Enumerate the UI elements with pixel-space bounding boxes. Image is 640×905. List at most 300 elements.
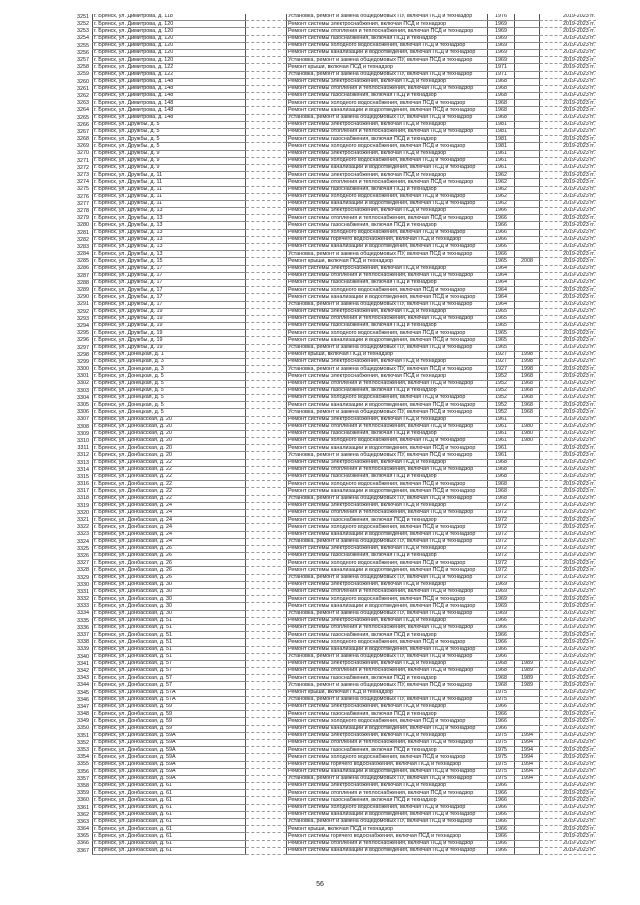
build-year-cell: 1927: [488, 366, 515, 373]
blank-cell: [246, 668, 287, 675]
work-type-cell: Установка, ремонт и замена общедомовых ПУ, включая ПСД и техназдор: [287, 14, 488, 21]
row-number-cell: 3301: [77, 373, 89, 380]
table-row: [68, 840, 596, 847]
blank-cell: [246, 560, 287, 567]
table-row: [68, 129, 596, 136]
blank-cell: [246, 136, 287, 143]
blank-cell: [246, 121, 287, 128]
planned-period-cell: 2019-2023 гг.: [540, 114, 597, 121]
build-year-cell: 1972: [488, 531, 515, 538]
last-repair-cell: [515, 416, 540, 423]
planned-period-cell: 2019-2023 гг.: [540, 560, 597, 567]
last-repair-cell: [515, 639, 540, 646]
row-number-cell: 3309: [77, 430, 89, 437]
table-row: [68, 553, 596, 560]
blank-cell: [246, 14, 287, 21]
address-cell: г. Брянск, ул. Дружбы, д. 9: [93, 150, 246, 157]
row-number-cell: 3278: [77, 207, 89, 214]
last-repair-cell: 1989: [515, 675, 540, 682]
address-cell: г. Брянск, ул. Донбасская, д. 59А: [93, 739, 246, 746]
last-repair-cell: [515, 596, 540, 603]
planned-period-cell: 2019-2023 гг.: [540, 553, 597, 560]
last-repair-cell: [515, 208, 540, 215]
build-year-cell: 1966: [488, 804, 515, 811]
blank-cell: [246, 445, 287, 452]
planned-period-cell: 2019-2023 гг.: [540, 660, 597, 667]
address-cell: г. Брянск, ул. Донбасская, д. 57: [93, 682, 246, 689]
build-year-cell: 1968: [488, 100, 515, 107]
table-row: [68, 790, 596, 797]
table-row: [68, 78, 596, 85]
blank-cell: [246, 236, 287, 243]
table-row: [68, 531, 596, 538]
build-year-cell: 1961: [488, 157, 515, 164]
work-type-cell: Установка, ремонт и замена общедомовых ПУ, включая ПСД и технадзор: [287, 610, 488, 617]
work-type-cell: Ремонт системы электроснабжения, включая ПСД и технадзор: [287, 359, 488, 366]
table-row: [68, 93, 596, 100]
blank-cell: [246, 531, 287, 538]
work-type-cell: Ремонт системы канализации и водоотведения, включая ПСД и технадзор: [287, 603, 488, 610]
table-row: [68, 502, 596, 509]
last-repair-cell: [515, 696, 540, 703]
last-repair-cell: [515, 57, 540, 64]
table-row: [68, 301, 596, 308]
last-repair-cell: 1968: [515, 380, 540, 387]
blank-cell: [246, 624, 287, 631]
work-type-cell: Установка, ремонт и замена общедомовых ПУ, включая ПСД и технадзор: [287, 653, 488, 660]
work-type-cell: Ремонт системы отопления и теплоснабжения, включая ПСД и технадзор: [287, 624, 488, 631]
work-type-cell: Установка, ремонт и замена общедомовых ПУ, включая ПСД и технадзор: [287, 409, 488, 416]
row-number-cell: 3353: [77, 747, 89, 754]
work-type-cell: Ремонт системы холодного водоснабжения, включая ПСД и технадзор: [287, 42, 488, 49]
work-type-cell: Ремонт системы электроснабжения, включая ПСД и технадзор: [287, 265, 488, 272]
address-cell: г. Брянск, ул. Донбасская, д. 61: [93, 819, 246, 826]
last-repair-cell: [515, 215, 540, 222]
last-repair-cell: 1980: [515, 430, 540, 437]
planned-period-cell: 2019-2023 гг.: [540, 64, 597, 71]
address-cell: г. Брянск, ул. Донецкая, д. 5: [93, 373, 246, 380]
planned-period-cell: 2019-2023 гг.: [540, 14, 597, 21]
address-cell: г. Брянск, ул. Дружбы, д. 17: [93, 287, 246, 294]
planned-period-cell: 2019-2023 гг.: [540, 574, 597, 581]
blank-cell: [246, 100, 287, 107]
row-number-cell: 3295: [77, 330, 89, 337]
address-cell: г. Брянск, ул. Донбасская, д. 59: [93, 704, 246, 711]
row-number-cell: 3365: [77, 833, 89, 840]
planned-period-cell: 2019-2023 гг.: [540, 366, 597, 373]
blank-cell: [246, 847, 287, 854]
table-row: [68, 150, 596, 157]
work-type-cell: Ремонт системы канализации и водоотведения, включая ПСД и технадзор: [287, 337, 488, 344]
planned-period-cell: 2019-2023 гг.: [540, 409, 597, 416]
planned-period-cell: 2019-2023 гг.: [540, 696, 597, 703]
blank-cell: [246, 502, 287, 509]
last-repair-cell: [515, 574, 540, 581]
last-repair-cell: [515, 244, 540, 251]
work-type-cell: Ремонт системы газоснабжения, включая ПСД и технадзор: [287, 675, 488, 682]
table-row: [68, 107, 596, 114]
blank-cell: [246, 509, 287, 516]
table-row: [68, 157, 596, 164]
row-number-cell: 3271: [77, 157, 89, 164]
row-number-cell: 3366: [77, 840, 89, 847]
last-repair-cell: [515, 531, 540, 538]
address-cell: г. Брянск, ул. Донбасская, д. 26: [93, 553, 246, 560]
build-year-cell: 1966: [488, 704, 515, 711]
work-type-cell: Ремонт системы отопления и теплоснабжения, включая ПСД и технадзор: [287, 423, 488, 430]
last-repair-cell: [515, 71, 540, 78]
build-year-cell: 1962: [488, 200, 515, 207]
planned-period-cell: 2019-2023 гг.: [540, 136, 597, 143]
build-year-cell: 1968: [488, 107, 515, 114]
planned-period-cell: 2019-2023 гг.: [540, 819, 597, 826]
planned-period-cell: 2019-2023 гг.: [540, 481, 597, 488]
blank-cell: [246, 164, 287, 171]
row-number-cell: 3284: [77, 251, 89, 258]
row-number-cell: 3329: [77, 574, 89, 581]
last-repair-cell: [515, 624, 540, 631]
build-year-cell: 1981: [488, 129, 515, 136]
row-number-cell: 3349: [77, 718, 89, 725]
address-cell: г. Брянск, ул. Донбасская, д. 51: [93, 646, 246, 653]
work-type-cell: Ремонт системы холодного водоснабжения, включая ПСД и технадзор: [287, 718, 488, 725]
build-year-cell: 1975: [488, 761, 515, 768]
work-type-cell: Ремонт системы холодного водоснабжения, включая ПСД и технадзор: [287, 639, 488, 646]
row-number-cell: 3302: [77, 380, 89, 387]
last-repair-cell: [515, 222, 540, 229]
last-repair-cell: 1989: [515, 668, 540, 675]
planned-period-cell: 2019-2023 гг.: [540, 610, 597, 617]
work-type-cell: Ремонт системы отопления и теплоснабжения, включая ПСД и технадзор: [287, 840, 488, 847]
blank-cell: [246, 229, 287, 236]
planned-period-cell: 2019-2023 гг.: [540, 179, 597, 186]
row-number-cell: 3297: [77, 344, 89, 351]
planned-period-cell: 2019-2023 гг.: [540, 107, 597, 114]
build-year-cell: 1966: [488, 797, 515, 804]
blank-cell: [246, 373, 287, 380]
blank-cell: [246, 790, 287, 797]
table-row: [68, 438, 596, 445]
build-year-cell: 1966: [488, 646, 515, 653]
row-number-cell: 3362: [77, 811, 89, 818]
address-cell: г. Брянск, ул. Димитрова, д. 118: [93, 14, 246, 21]
blank-cell: [246, 452, 287, 459]
address-cell: г. Брянск, ул. Дружбы, д. 17: [93, 294, 246, 301]
work-type-cell: Установка, ремонт и замена общедомовых ПУ, включая ПСД и технадзор: [287, 495, 488, 502]
address-cell: г. Брянск, ул. Димитрова, д. 148: [93, 93, 246, 100]
table-row: [68, 560, 596, 567]
address-cell: г. Брянск, ул. Донбасская, д. 61: [93, 797, 246, 804]
last-repair-cell: 1994: [515, 739, 540, 746]
row-number-cell: 3333: [77, 603, 89, 610]
planned-period-cell: 2019-2023 гг.: [540, 474, 597, 481]
row-number-cell: 3267: [77, 128, 89, 135]
last-repair-cell: [515, 725, 540, 732]
last-repair-cell: [515, 323, 540, 330]
planned-period-cell: 2019-2023 гг.: [540, 279, 597, 286]
row-number-cell: 3300: [77, 366, 89, 373]
address-cell: г. Брянск, ул. Димитрова, д. 148: [93, 114, 246, 121]
blank-cell: [246, 21, 287, 28]
last-repair-cell: [515, 502, 540, 509]
planned-period-cell: 2019-2023 гг.: [540, 725, 597, 732]
build-year-cell: 1952: [488, 373, 515, 380]
last-repair-cell: [515, 538, 540, 545]
last-repair-cell: [515, 294, 540, 301]
work-type-cell: Ремонт системы газоснабжения, включая ПСД и технадзор: [287, 797, 488, 804]
planned-period-cell: 2019-2023 гг.: [540, 459, 597, 466]
work-type-cell: Ремонт системы канализации и водоотведения, включая ПСД и технадзор: [287, 567, 488, 574]
address-cell: г. Брянск, ул. Донбасская, д. 59: [93, 725, 246, 732]
work-type-cell: Ремонт крыши, включая ПСД и технадзор: [287, 351, 488, 358]
work-type-cell: Ремонт системы канализации и водоотведения, включая ПСД и технадзор: [287, 244, 488, 251]
table-row: [68, 28, 596, 35]
planned-period-cell: 2019-2023 гг.: [540, 21, 597, 28]
blank-cell: [246, 646, 287, 653]
work-type-cell: Ремонт системы газоснабжения, включая ПСД и технадзор: [287, 711, 488, 718]
blank-cell: [246, 574, 287, 581]
build-year-cell: 1961: [488, 445, 515, 452]
build-year-cell: 1966: [488, 725, 515, 732]
row-number-cell: 3352: [77, 739, 89, 746]
work-type-cell: Ремонт системы отопления и теплоснабжения, включая ПСД и технадзор: [287, 215, 488, 222]
work-type-cell: Установка, ремонт и замена общедомовых ПУ, включая ПСД и технадзор: [287, 344, 488, 351]
work-type-cell: Ремонт системы отопления и теплоснабжения, включая ПСД и технадзор: [287, 85, 488, 92]
planned-period-cell: 2019-2023 гг.: [540, 797, 597, 804]
address-cell: г. Брянск, ул. Дружбы, д. 15: [93, 258, 246, 265]
planned-period-cell: 2019-2023 гг.: [540, 596, 597, 603]
work-type-cell: Ремонт системы горячего водоснабжения, включая ПСД и технадзор: [287, 761, 488, 768]
work-type-cell: Ремонт системы холодного водоснабжения, включая ПСД и технадзор: [287, 754, 488, 761]
blank-cell: [246, 301, 287, 308]
work-type-cell: Установка, ремонт и замена общедомовых ПУ, включая ПСД и технадзор: [287, 301, 488, 308]
address-cell: г. Брянск, ул. Донбасская, д. 59А: [93, 761, 246, 768]
table-row: [68, 761, 596, 768]
build-year-cell: 1966: [488, 624, 515, 631]
table-row: [68, 402, 596, 409]
build-year-cell: 1966: [488, 826, 515, 833]
last-repair-cell: [515, 172, 540, 179]
last-repair-cell: [515, 78, 540, 85]
planned-period-cell: 2019-2023 гг.: [540, 387, 597, 394]
table-row: [68, 315, 596, 322]
address-cell: г. Брянск, ул. Дружбы, д. 11: [93, 172, 246, 179]
address-cell: г. Брянск, ул. Донбасская, д. 20: [93, 423, 246, 430]
row-number-cell: 3323: [77, 531, 89, 538]
row-number-cell: 3341: [77, 660, 89, 667]
row-number-cell: 3255: [77, 42, 89, 49]
last-repair-cell: [515, 790, 540, 797]
last-repair-cell: [515, 28, 540, 35]
build-year-cell: 1975: [488, 754, 515, 761]
work-type-cell: Ремонт крыши, включая ПСД и технадзор: [287, 258, 488, 265]
build-year-cell: 1968: [488, 93, 515, 100]
work-type-cell: Ремонт системы горячего водоснабжения, включая ПСД и технадзор: [287, 833, 488, 840]
address-cell: г. Брянск, ул. Донбасская, д. 59: [93, 718, 246, 725]
work-type-cell: Ремонт системы газоснабжения, включая ПСД и технадзор: [287, 186, 488, 193]
build-year-cell: 1968: [488, 675, 515, 682]
work-type-cell: Ремонт системы отопления и теплоснабжения, включая ПСД и технадзор: [287, 179, 488, 186]
build-year-cell: 1968: [488, 668, 515, 675]
table-row: [68, 423, 596, 430]
blank-cell: [246, 596, 287, 603]
blank-cell: [246, 78, 287, 85]
build-year-cell: 1969: [488, 603, 515, 610]
planned-period-cell: 2019-2023 гг.: [540, 545, 597, 552]
build-year-cell: 1969: [488, 49, 515, 56]
row-number-cell: 3253: [77, 28, 89, 35]
work-type-cell: Ремонт системы газоснабжения, включая ПСД и технадзор: [287, 279, 488, 286]
row-number-cell: 3344: [77, 682, 89, 689]
blank-cell: [246, 49, 287, 56]
build-year-cell: 1952: [488, 380, 515, 387]
row-number-cell: 3324: [77, 538, 89, 545]
table-row: [68, 696, 596, 703]
row-number-cell: 3357: [77, 775, 89, 782]
blank-cell: [246, 819, 287, 826]
row-number-cell: 3283: [77, 243, 89, 250]
table-row: [68, 747, 596, 754]
row-number-cell: 3272: [77, 164, 89, 171]
table-row: [68, 294, 596, 301]
last-repair-cell: 1989: [515, 660, 540, 667]
last-repair-cell: [515, 560, 540, 567]
address-cell: г. Брянск, ул. Димитрова, д. 148: [93, 85, 246, 92]
row-number-cell: 3299: [77, 358, 89, 365]
last-repair-cell: [515, 150, 540, 157]
planned-period-cell: 2019-2023 гг.: [540, 251, 597, 258]
build-year-cell: 1972: [488, 517, 515, 524]
blank-cell: [246, 244, 287, 251]
planned-period-cell: 2019-2023 гг.: [540, 452, 597, 459]
last-repair-cell: [515, 646, 540, 653]
table-row: [68, 603, 596, 610]
table-row: [68, 251, 596, 258]
table-row: [68, 495, 596, 502]
build-year-cell: 1971: [488, 71, 515, 78]
address-cell: г. Брянск, ул. Донбасская, д. 51: [93, 617, 246, 624]
planned-period-cell: 2019-2023 гг.: [540, 308, 597, 315]
address-cell: г. Брянск, ул. Донбасская, д. 22: [93, 466, 246, 473]
address-cell: г. Брянск, ул. Донбасская, д. 26: [93, 545, 246, 552]
planned-period-cell: 2019-2023 гг.: [540, 402, 597, 409]
address-cell: г. Брянск, ул. Донбасская, д. 57: [93, 660, 246, 667]
table-row: [68, 675, 596, 682]
row-number-cell: 3327: [77, 560, 89, 567]
address-cell: г. Брянск, ул. Донбасская, д. 24: [93, 509, 246, 516]
table-row: [68, 775, 596, 782]
work-type-cell: Ремонт системы газоснабжения, включая ПСД и технадзор: [287, 136, 488, 143]
address-cell: г. Брянск, ул. Донбасская, д. 24: [93, 531, 246, 538]
build-year-cell: 1975: [488, 747, 515, 754]
table-row: [68, 488, 596, 495]
table-row: [68, 610, 596, 617]
table-row: [68, 229, 596, 236]
work-type-cell: Ремонт системы электроснабжения, включая ПСД и технадзор: [287, 208, 488, 215]
work-type-cell: Ремонт системы канализации и водоотведения, включая ПСД и технадзор: [287, 164, 488, 171]
address-cell: г. Брянск, ул. Донбасская, д. 61: [93, 811, 246, 818]
build-year-cell: 1966: [488, 632, 515, 639]
build-year-cell: 1966: [488, 790, 515, 797]
blank-cell: [246, 610, 287, 617]
table-row: [68, 373, 596, 380]
row-number-cell: 3264: [77, 107, 89, 114]
blank-cell: [246, 394, 287, 401]
build-year-cell: 1968: [488, 474, 515, 481]
build-year-cell: 1952: [488, 409, 515, 416]
blank-cell: [246, 251, 287, 258]
build-year-cell: 1969: [488, 57, 515, 64]
row-number-cell: 3285: [77, 258, 89, 265]
address-cell: г. Брянск, ул. Донбасская, д. 30: [93, 596, 246, 603]
build-year-cell: 1968: [488, 481, 515, 488]
last-repair-cell: [515, 236, 540, 243]
last-repair-cell: [515, 337, 540, 344]
row-number-cell: 3346: [77, 696, 89, 703]
address-cell: г. Брянск, ул. Дружбы, д. 11: [93, 200, 246, 207]
address-cell: г. Брянск, ул. Донбасская, д. 30: [93, 603, 246, 610]
row-number-cell: 3279: [77, 215, 89, 222]
table-row: [68, 682, 596, 689]
table-row: [68, 244, 596, 251]
table-row: [68, 323, 596, 330]
planned-period-cell: 2019-2023 гг.: [540, 157, 597, 164]
blank-cell: [246, 71, 287, 78]
planned-period-cell: 2019-2023 гг.: [540, 517, 597, 524]
build-year-cell: 1975: [488, 768, 515, 775]
last-repair-cell: [515, 157, 540, 164]
address-cell: г. Брянск, ул. Донбасская, д. 57: [93, 675, 246, 682]
planned-period-cell: 2019-2023 гг.: [540, 689, 597, 696]
last-repair-cell: [515, 64, 540, 71]
blank-cell: [246, 718, 287, 725]
table-row: [68, 394, 596, 401]
address-cell: г. Брянск, ул. Дружбы, д. 13: [93, 244, 246, 251]
work-type-cell: Ремонт системы газоснабжения, включая ПСД и технадзор: [287, 35, 488, 42]
address-cell: г. Брянск, ул. Донбасская, д. 22: [93, 495, 246, 502]
build-year-cell: 1964: [488, 265, 515, 272]
table-row: [68, 265, 596, 272]
address-cell: г. Брянск, ул. Донецкая, д. 3: [93, 359, 246, 366]
planned-period-cell: 2019-2023 гг.: [540, 732, 597, 739]
last-repair-cell: [515, 804, 540, 811]
blank-cell: [246, 308, 287, 315]
blank-cell: [246, 524, 287, 531]
row-number-cell: 3251: [77, 14, 89, 20]
build-year-cell: 1968: [488, 114, 515, 121]
blank-cell: [246, 632, 287, 639]
work-type-cell: Ремонт системы канализации и водоотведения, включая ПСД и технадзор: [287, 811, 488, 818]
build-year-cell: 1927: [488, 359, 515, 366]
build-year-cell: 1966: [488, 639, 515, 646]
work-type-cell: Ремонт системы газоснабжения, включая ПСД и технадзор: [287, 553, 488, 560]
blank-cell: [246, 93, 287, 100]
last-repair-cell: 1968: [515, 373, 540, 380]
work-type-cell: Установка, ремонт и замена общедомовых ПУ, включая ПСД и технадзор: [287, 775, 488, 782]
table-row: [68, 380, 596, 387]
blank-cell: [246, 603, 287, 610]
address-cell: г. Брянск, ул. Дружбы, д. 13: [93, 215, 246, 222]
row-number-cell: 3304: [77, 394, 89, 401]
address-cell: г. Брянск, ул. Дружбы, д. 17: [93, 265, 246, 272]
planned-period-cell: 2019-2023 гг.: [540, 826, 597, 833]
address-cell: г. Брянск, ул. Донбасская, д. 57А: [93, 696, 246, 703]
row-number-cell: 3317: [77, 488, 89, 495]
table-row: [68, 847, 596, 854]
build-year-cell: 1966: [488, 847, 515, 854]
planned-period-cell: 2019-2023 гг.: [540, 416, 597, 423]
row-number-cell: 3335: [77, 617, 89, 624]
